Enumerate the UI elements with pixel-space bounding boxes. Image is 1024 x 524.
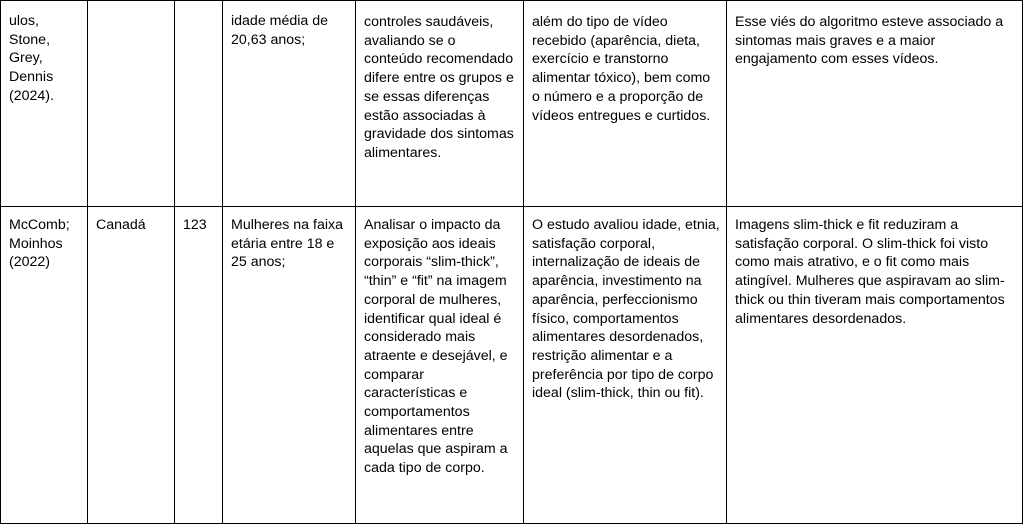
variables-cell xyxy=(524,1,727,207)
objective-cell xyxy=(356,207,524,524)
objective-cell xyxy=(356,1,524,207)
authors-text: ulos, Stone, Grey, Dennis (2024). xyxy=(9,13,54,104)
results-text: Esse viés do algoritmo esteve associado a sintomas mais graves e a maior engajamento com esses vídeos. xyxy=(735,14,1004,68)
authors-cell xyxy=(1,1,88,207)
results-cell xyxy=(727,207,1023,524)
country-cell xyxy=(88,1,175,207)
variables-text: O estudo avaliou idade, etnia, satisfação corporal, internalização de ideais de aparência, investimento na aparência, perfeccionismo físico, comportamentos alimentares desordenados, restrição alimentar e a preferência por tipo de corpo ideal (slim-thick, thin ou fit). xyxy=(532,217,720,402)
results-text: Imagens slim-thick e fit reduziram a satisfação corporal. O slim-thick foi visto como mais atrativo, e o fit como mais atingível. Mulheres que aspiravam ao slim-thick ou thin tiveram mais comportamentos alimentares desordenados. xyxy=(735,217,1005,327)
participants-cell xyxy=(223,207,356,524)
country-text: Canadá xyxy=(96,217,146,233)
variables-cell xyxy=(524,207,727,524)
participants-cell xyxy=(223,1,356,207)
table-row xyxy=(1,1,1023,207)
participants-text: Mulheres na faixa etária entre 18 e 25 anos; xyxy=(231,217,343,271)
objective-text: Analisar o impacto da exposição aos ideais corporais “slim-thick”, “thin” e “fit” na imagem corporal de mulheres, identificar qual ideal é considerado mais atraente e desejável, e comparar características e comportamentos alimentares entre aquelas que aspiram a cada tipo de corpo. xyxy=(364,217,508,477)
sample-cell xyxy=(175,1,223,207)
authors-text: McComb; Moinhos (2022) xyxy=(9,217,70,271)
authors-cell xyxy=(1,207,88,524)
sample-text: 123 xyxy=(183,217,207,233)
country-cell xyxy=(88,207,175,524)
results-cell xyxy=(727,1,1023,207)
objective-text: controles saudáveis, avaliando se o conteúdo recomendado difere entre os grupos e se essas diferenças estão associadas à gravidade dos sintomas alimentares. xyxy=(364,14,514,161)
variables-text: além do tipo de vídeo recebido (aparência, dieta, exercício e transtorno alimentar tóxico), bem como o número e a proporção de vídeos entregues e curtidos. xyxy=(532,14,711,124)
table-row xyxy=(1,207,1023,524)
sample-cell xyxy=(175,207,223,524)
participants-text: idade média de 20,63 anos; xyxy=(231,13,329,48)
